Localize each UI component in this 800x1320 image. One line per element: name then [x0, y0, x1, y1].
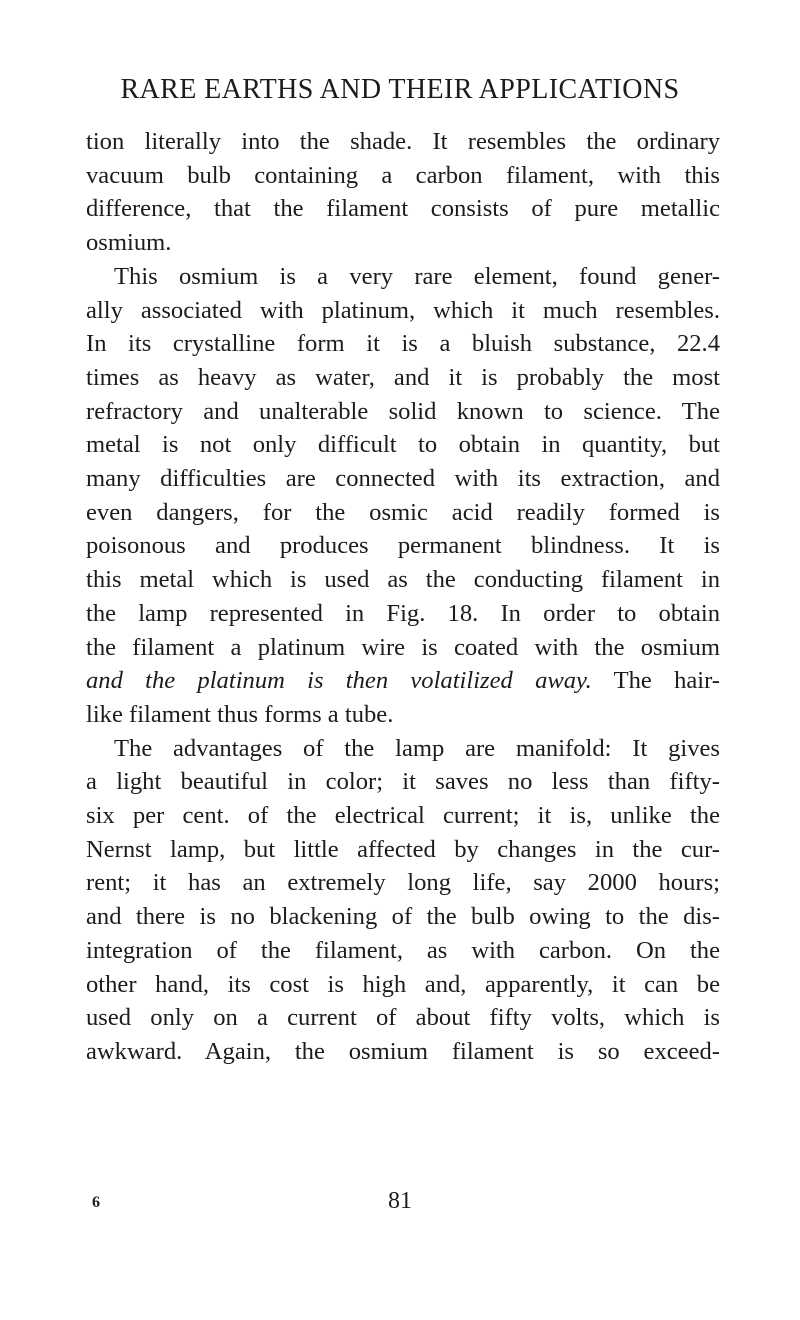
text-line: other hand, its cost is high and, apparently, it can be	[86, 970, 720, 998]
text-line: vacuum bulb containing a carbon filament, with this	[86, 161, 720, 189]
text-line: refractory and unalterable solid known to science. The	[86, 397, 720, 425]
text-line: rent; it has an extremely long life, say 2000 hours;	[86, 869, 720, 897]
page-footer	[0, 1184, 800, 1224]
text-line: poisonous and produces permanent blindness. It is	[86, 532, 720, 560]
text-line: the lamp represented in Fig. 18. In order to obtain	[86, 599, 720, 627]
text-line: ally associated with platinum, which it much resembles.	[86, 296, 720, 324]
text-line: six per cent. of the electrical current; it is, unlike the	[86, 802, 720, 830]
text-line: and there is no blackening of the bulb owing to the dis-	[86, 903, 720, 931]
text-line: metal is not only difficult to obtain in quantity, but	[86, 431, 720, 459]
text-line: The advantages of the lamp are manifold: It gives	[114, 734, 720, 762]
text-line: Nernst lamp, but little affected by changes in the cur-	[86, 835, 720, 863]
page-number: 81	[388, 1188, 412, 1214]
text-line: difference, that the filament consists of pure metallic	[86, 195, 720, 223]
text-line: a light beautiful in color; it saves no less than fifty-	[86, 768, 720, 796]
italic-phrase: and the platinum is then volatilized away.	[86, 667, 592, 695]
text-line: awkward. Again, the osmium filament is so exceed-	[86, 1037, 720, 1065]
text-line: integration of the filament, as with carbon. On the	[86, 936, 720, 964]
text-line: like filament thus forms a tube.	[86, 700, 394, 728]
signature-mark: 6	[92, 1194, 100, 1211]
text-line: used only on a current of about fifty volts, which is	[86, 1004, 720, 1032]
text-line: times as heavy as water, and it is probably the most	[86, 363, 720, 391]
text-line: tion literally into the shade. It resembles the ordinary	[86, 128, 720, 155]
body-text	[86, 125, 720, 1069]
text-line: even dangers, for the osmic acid readily formed is	[86, 498, 720, 526]
text-line: the filament a platinum wire is coated with the osmium	[86, 633, 720, 661]
text-line: osmium.	[86, 229, 172, 257]
text-line-italic-mixed	[86, 664, 720, 698]
text-line: this metal which is used as the conducting filament in	[86, 566, 720, 594]
text-line: many difficulties are connected with its extraction, and	[86, 465, 720, 493]
text-line: In its crystalline form it is a bluish substance, 22.4	[86, 330, 720, 358]
line-remainder: The hair-	[591, 667, 720, 695]
running-title: RARE EARTHS AND THEIR APPLICATIONS	[120, 74, 680, 105]
text-line: This osmium is a very rare element, found gener-	[114, 262, 720, 290]
